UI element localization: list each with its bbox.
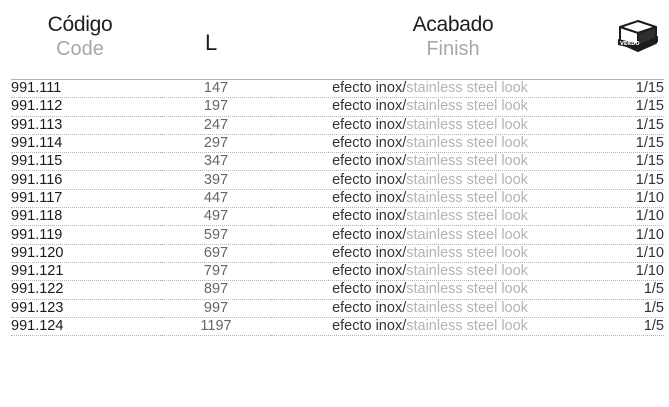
- finish-english: stainless steel look: [406, 171, 528, 188]
- finish-spanish: efecto inox/: [332, 299, 407, 316]
- finish-cell: [271, 262, 589, 280]
- table-row: [11, 80, 664, 98]
- qty-cell: 1/15: [589, 153, 664, 171]
- qty-cell: 1/10: [589, 244, 664, 262]
- length-column-header: [196, 32, 226, 54]
- finish-english: stainless steel look: [406, 244, 528, 261]
- length-cell: 697: [161, 244, 271, 262]
- finish-cell: [271, 299, 589, 317]
- finish-english: stainless steel look: [406, 208, 528, 225]
- length-cell: 447: [161, 189, 271, 207]
- length-cell: 297: [161, 134, 271, 152]
- finish-spanish: efecto inox/: [332, 318, 407, 334]
- finish-cell: [271, 317, 589, 335]
- finish-english: stainless steel look: [406, 226, 528, 243]
- finish-spanish: efecto inox/: [332, 189, 407, 206]
- finish-spanish: efecto inox/: [332, 281, 407, 298]
- code-cell: 991.123: [11, 299, 161, 317]
- table-row: [11, 171, 664, 189]
- code-cell: 991.113: [11, 116, 161, 134]
- length-cell: 147: [161, 80, 271, 98]
- qty-cell: 1/10: [589, 189, 664, 207]
- length-cell: 997: [161, 299, 271, 317]
- code-header-subtitle: Code: [56, 38, 104, 60]
- finish-english: stainless steel look: [406, 135, 528, 152]
- table-row: [11, 98, 664, 116]
- length-header-title: L: [205, 30, 217, 55]
- finish-cell: [271, 153, 589, 171]
- box-brand-label: VERDO: [620, 41, 640, 47]
- finish-cell: [271, 116, 589, 134]
- finish-english: stainless steel look: [406, 263, 528, 280]
- finish-spanish: efecto inox/: [332, 135, 407, 152]
- code-cell: 991.115: [11, 153, 161, 171]
- qty-cell: 1/5: [589, 281, 664, 299]
- table-row: [11, 153, 664, 171]
- finish-header-title: Acabado: [412, 13, 494, 36]
- finish-english: stainless steel look: [406, 299, 528, 316]
- qty-cell: 1/15: [589, 171, 664, 189]
- qty-cell: 1/10: [589, 208, 664, 226]
- finish-header-subtitle: Finish: [426, 38, 480, 60]
- finish-spanish: efecto inox/: [332, 116, 407, 133]
- qty-cell: 1/5: [589, 299, 664, 317]
- length-cell: 397: [161, 171, 271, 189]
- qty-cell: 1/10: [589, 226, 664, 244]
- code-cell: 991.121: [11, 262, 161, 280]
- finish-column-header: [388, 14, 518, 59]
- finish-cell: [271, 281, 589, 299]
- table-row: [11, 317, 664, 335]
- finish-spanish: efecto inox/: [332, 226, 407, 243]
- finish-english: stainless steel look: [406, 189, 528, 206]
- table-row: [11, 281, 664, 299]
- table-row: [11, 226, 664, 244]
- length-cell: 347: [161, 153, 271, 171]
- table-row: [11, 299, 664, 317]
- finish-spanish: efecto inox/: [332, 171, 407, 188]
- qty-cell: 1/15: [589, 116, 664, 134]
- qty-cell: 1/15: [589, 80, 664, 98]
- table-row: [11, 208, 664, 226]
- finish-english: stainless steel look: [406, 318, 528, 334]
- finish-cell: [271, 189, 589, 207]
- code-cell: 991.122: [11, 281, 161, 299]
- product-rows-table: [11, 79, 664, 336]
- code-cell: 991.120: [11, 244, 161, 262]
- table-row: [11, 116, 664, 134]
- length-cell: 247: [161, 116, 271, 134]
- table-row: [11, 189, 664, 207]
- finish-english: stainless steel look: [406, 281, 528, 298]
- finish-cell: [271, 134, 589, 152]
- finish-cell: [271, 98, 589, 116]
- finish-cell: [271, 80, 589, 98]
- table-row: [11, 134, 664, 152]
- finish-spanish: efecto inox/: [332, 244, 407, 261]
- finish-spanish: efecto inox/: [332, 153, 407, 170]
- finish-cell: [271, 171, 589, 189]
- code-cell: 991.118: [11, 208, 161, 226]
- box-package-icon: [614, 18, 660, 54]
- code-cell: 991.114: [11, 134, 161, 152]
- code-cell: 991.124: [11, 317, 161, 335]
- finish-spanish: efecto inox/: [332, 263, 407, 280]
- length-cell: 897: [161, 281, 271, 299]
- finish-english: stainless steel look: [406, 153, 528, 170]
- code-column-header: [40, 14, 120, 59]
- code-cell: 991.119: [11, 226, 161, 244]
- length-cell: 1197: [161, 317, 271, 335]
- finish-cell: [271, 244, 589, 262]
- code-header-title: Código: [47, 13, 113, 36]
- finish-english: stainless steel look: [406, 98, 528, 115]
- length-cell: 197: [161, 98, 271, 116]
- code-cell: 991.112: [11, 98, 161, 116]
- code-cell: 991.111: [11, 80, 161, 98]
- length-cell: 497: [161, 208, 271, 226]
- qty-cell: 1/15: [589, 134, 664, 152]
- finish-english: stainless steel look: [406, 116, 528, 133]
- finish-english: stainless steel look: [406, 80, 528, 97]
- finish-spanish: efecto inox/: [332, 98, 407, 115]
- code-cell: 991.116: [11, 171, 161, 189]
- length-cell: 597: [161, 226, 271, 244]
- qty-cell: 1/5: [589, 317, 664, 335]
- finish-cell: [271, 226, 589, 244]
- table-row: [11, 244, 664, 262]
- finish-spanish: efecto inox/: [332, 208, 407, 225]
- qty-cell: 1/10: [589, 262, 664, 280]
- finish-cell: [271, 208, 589, 226]
- finish-spanish: efecto inox/: [332, 80, 407, 97]
- qty-cell: 1/15: [589, 98, 664, 116]
- length-cell: 797: [161, 262, 271, 280]
- table-row: [11, 262, 664, 280]
- code-cell: 991.117: [11, 189, 161, 207]
